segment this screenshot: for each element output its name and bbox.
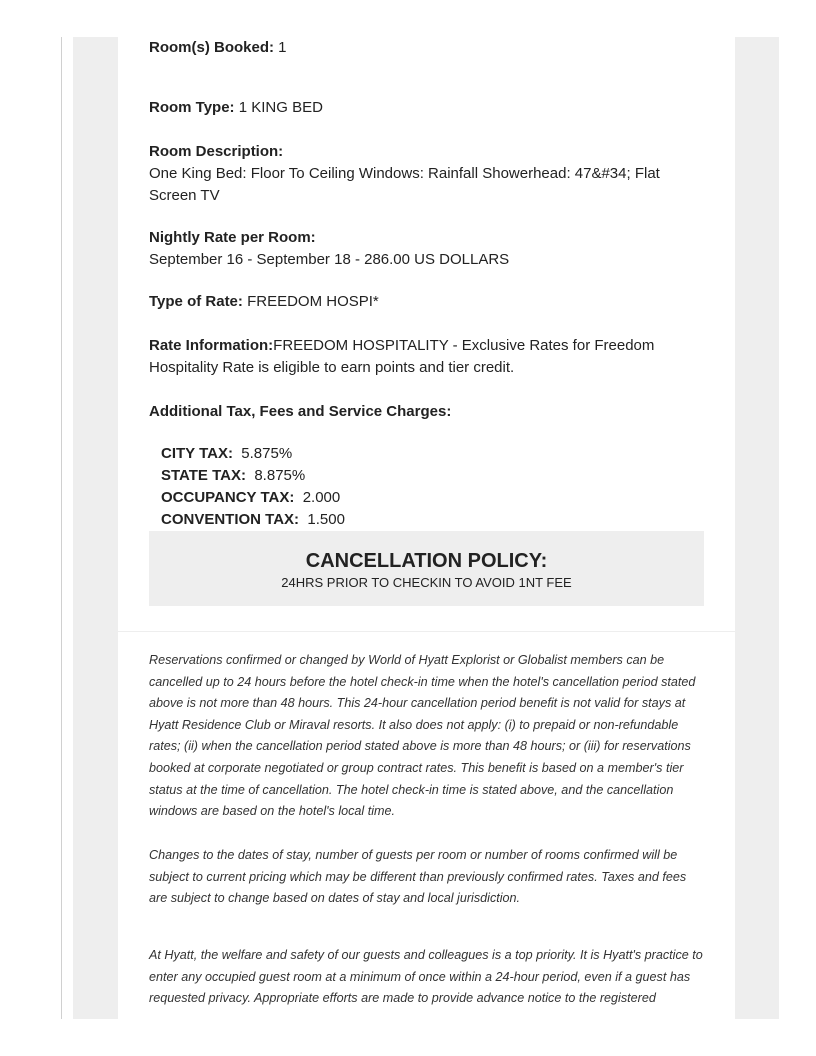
tax-row xyxy=(161,487,345,509)
additional-charges-heading: Additional Tax, Fees and Service Charges: xyxy=(149,403,452,420)
rooms-booked-row xyxy=(149,37,705,59)
nightly-rate-value: September 16 - September 18 - 286.00 US DOLLARS xyxy=(149,251,510,268)
cancellation-policy-title: CANCELLATION POLICY: xyxy=(305,550,548,572)
nightly-rate-block xyxy=(149,227,705,271)
rate-type-row xyxy=(149,291,705,313)
nightly-rate-label: Nightly Rate per Room: xyxy=(149,229,316,246)
rate-information-block xyxy=(149,335,705,379)
room-description-label: Room Description: xyxy=(149,143,284,160)
tax-label: STATE TAX: xyxy=(161,467,246,484)
right-gutter xyxy=(735,37,779,1019)
tax-row xyxy=(161,509,345,531)
left-gutter xyxy=(73,37,118,1019)
room-description-value: One King Bed: Floor To Ceiling Windows: Rainfall Showerhead: 47&#34; Flat Screen TV xyxy=(149,165,660,204)
room-description-block xyxy=(149,141,705,207)
section-divider xyxy=(118,631,735,632)
tax-value: 1.500 xyxy=(307,511,345,528)
rate-info-value: FREEDOM HOSPITALITY - Exclusive Rates for Freedom Hospitality Rate is eligible to earn points and tier credit. xyxy=(149,337,655,376)
cancellation-policy-box xyxy=(149,531,704,606)
policy-paragraph-explorist: Reservations confirmed or changed by World of Hyatt Explorist or Globalist members can be cancelled up to 24 hours before the hotel check-in time when the hotel's cancellation period stated above is not more than 48 hours. This 24-hour cancellation period benefit is not valid for stays at Hyatt Residence Club or Miraval resorts. It also does not apply: (i) to prepaid or non-refundable rates; (ii) when the cancellation period stated above is more than 48 hours; or (iii) for reservations booked at corporate negotiated or group contract rates. This benefit is based on a member's tier status at the time of cancellation. The hotel check-in time is stated above, and the cancellation windows are based on the hotel's local time. xyxy=(149,653,696,819)
tax-list xyxy=(161,443,345,531)
rooms-booked-value: 1 xyxy=(278,39,287,56)
room-type-label: Room Type: xyxy=(149,99,235,116)
email-content xyxy=(118,37,735,1019)
rooms-booked-label: Room(s) Booked: xyxy=(149,39,274,56)
tax-value: 8.875% xyxy=(254,467,306,484)
tax-label: OCCUPANCY TAX: xyxy=(161,489,295,506)
room-type-value: 1 KING BED xyxy=(238,99,323,116)
page-left-rule xyxy=(61,37,62,1019)
tax-label: CITY TAX: xyxy=(161,445,233,462)
tax-label: CONVENTION TAX: xyxy=(161,511,300,528)
rate-type-label: Type of Rate: xyxy=(149,293,243,310)
rate-type-value: FREEDOM HOSPI* xyxy=(247,293,379,310)
policy-paragraph-safety: At Hyatt, the welfare and safety of our guests and colleagues is a top priority. It is Hyatt's practice to enter any occupied guest room at a minimum of once within a 24-hour period, even if a guest has requested privacy. Appropriate efforts are made to provide advance notice to the registered xyxy=(149,948,703,1006)
room-type-row xyxy=(149,97,705,119)
tax-row xyxy=(161,465,345,487)
tax-value: 5.875% xyxy=(241,445,293,462)
tax-value: 2.000 xyxy=(302,489,341,506)
rate-info-label: Rate Information: xyxy=(149,337,274,354)
policy-paragraph-changes: Changes to the dates of stay, number of guests per room or number of rooms confirmed will be subject to current pricing which may be different than previously confirmed rates. Taxes and fees are subject to change based on dates of stay and local jurisdiction. xyxy=(149,848,687,906)
tax-row xyxy=(161,443,345,465)
cancellation-policy-text: 24HRS PRIOR TO CHECKIN TO AVOID 1NT FEE xyxy=(281,575,572,590)
